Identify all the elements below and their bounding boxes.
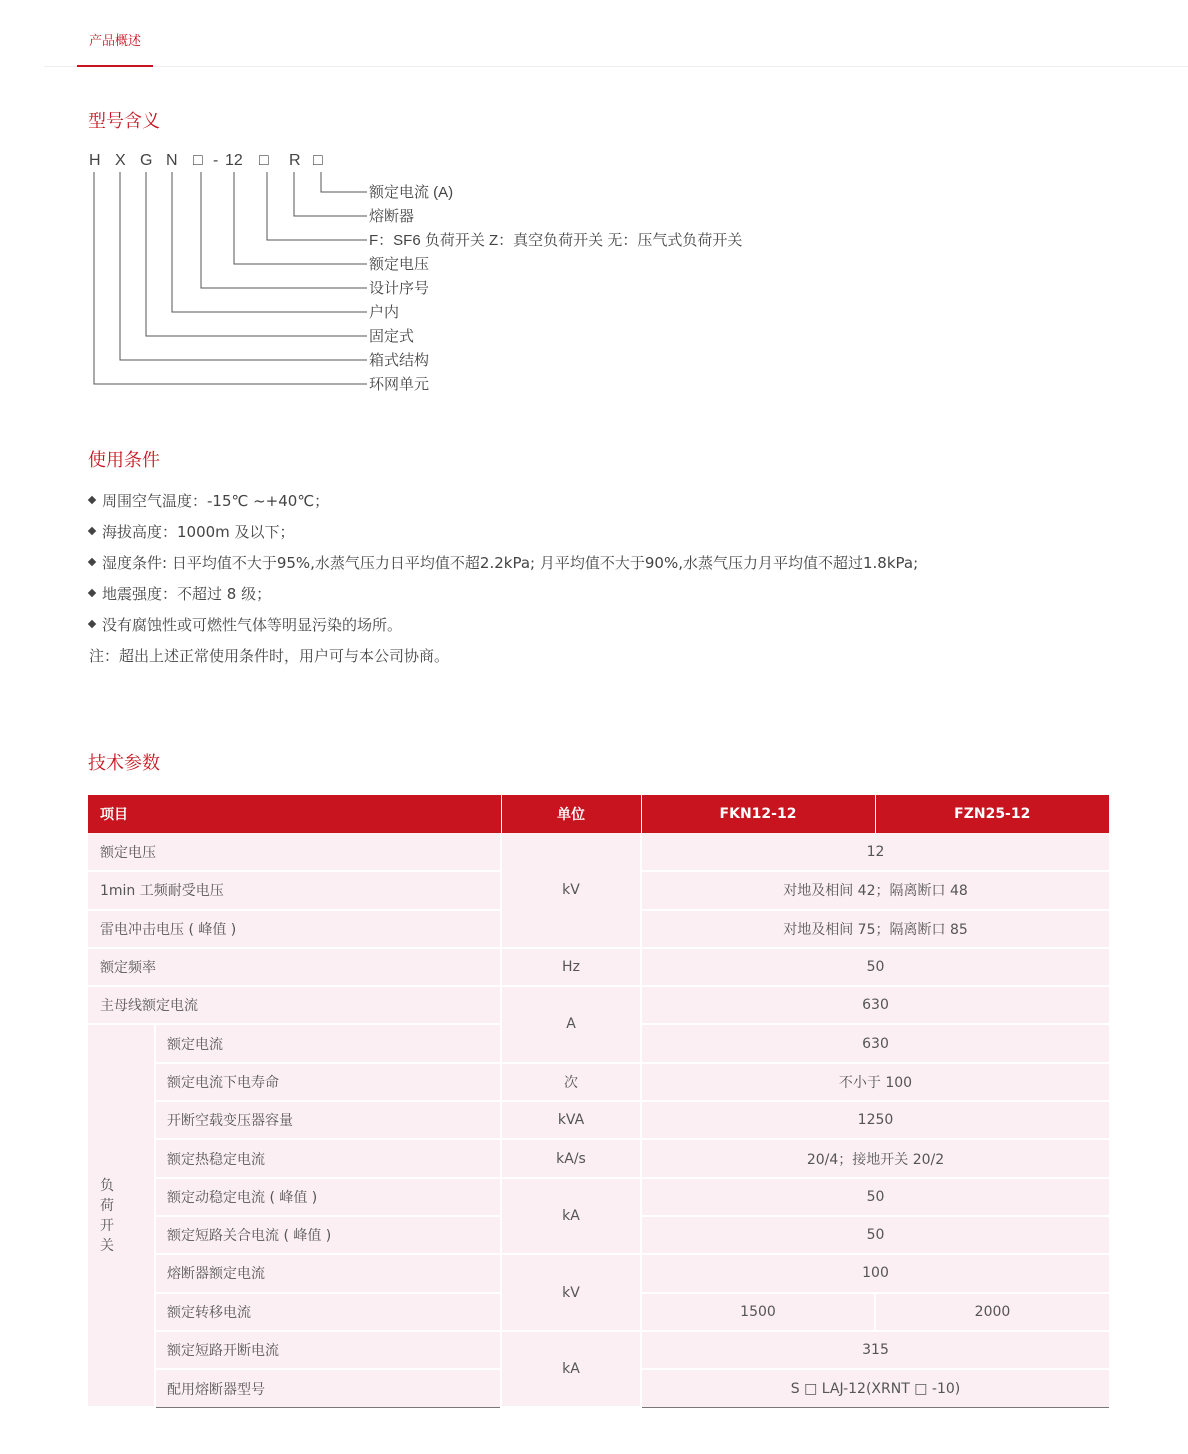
- tab-product-overview[interactable]: 产品概述: [77, 0, 153, 67]
- leader-line-1: [321, 172, 367, 192]
- model-char-g: G: [140, 152, 153, 169]
- leader-line-5: [201, 172, 367, 288]
- leader-line-2: [294, 172, 367, 216]
- section-title-conditions: 使用条件: [88, 450, 160, 471]
- model-char-box-2: □: [259, 152, 269, 169]
- cell-item: 1min 工频耐受电压: [88, 871, 501, 909]
- list-item: 湿度条件: 日平均值不大于95%,水蒸气压力日平均值不超2.2kPa; 月平均值不大于90%,水蒸气压力月平均值不超过1.8kPa;: [89, 548, 1089, 579]
- header-unit: 单位: [501, 795, 641, 833]
- model-char-h: H: [89, 152, 101, 169]
- bullet-diamond-icon: [88, 557, 96, 565]
- table-row: [88, 948, 1109, 986]
- model-meaning-2: 熔断器: [369, 208, 415, 225]
- model-char-n: N: [166, 152, 178, 169]
- cell-unit: kA: [501, 1331, 641, 1408]
- table-row: [88, 1101, 1109, 1139]
- model-meaning-9: 环网单元: [369, 376, 430, 393]
- table-row: [88, 986, 1109, 1024]
- section-title-params: 技术参数: [88, 753, 160, 774]
- table-row: [88, 1139, 1109, 1177]
- list-item: 周围空气温度：-15℃ ~+40℃；: [89, 486, 1089, 517]
- table-row: [88, 833, 1109, 871]
- table-row: [88, 1254, 1109, 1292]
- model-char-box-3: □: [313, 152, 323, 169]
- section-title-model: 型号含义: [88, 111, 160, 132]
- cell-unit: kVA: [501, 1101, 641, 1139]
- leader-line-3: [267, 172, 367, 240]
- leader-line-4: [234, 172, 367, 264]
- cell-value: 630: [641, 986, 1109, 1024]
- cell-item: 额定转移电流: [155, 1293, 501, 1331]
- cell-value: 100: [641, 1254, 1109, 1292]
- cell-value: S □ LAJ-12(XRNT □ -10): [641, 1369, 1109, 1407]
- conditions-note: 注：超出上述正常使用条件时，用户可与本公司协商。: [89, 647, 450, 665]
- conditions-list: [89, 486, 1089, 672]
- model-meaning-5: 设计序号: [369, 280, 430, 297]
- model-meaning-4: 额定电压: [369, 256, 430, 273]
- cell-item: 额定频率: [88, 948, 501, 986]
- model-meaning-1: 额定电流 (A): [369, 184, 454, 201]
- cell-value: 50: [641, 1178, 1109, 1216]
- cell-value: 12: [641, 833, 1109, 871]
- leader-line-9: [94, 172, 367, 384]
- header-fkn12: FKN12-12: [641, 795, 875, 833]
- cell-item: 额定电流下电寿命: [155, 1063, 501, 1101]
- model-meaning-7: 固定式: [369, 328, 415, 345]
- cell-value: 对地及相间 42；隔离断口 48: [641, 871, 1109, 909]
- group-label-text: 负 荷 开 关: [100, 1177, 114, 1254]
- bullet-diamond-icon: [88, 588, 96, 596]
- tab-bar: [44, 0, 1188, 67]
- table-row: [88, 1178, 1109, 1216]
- cell-item: 额定动稳定电流 ( 峰值 ): [155, 1178, 501, 1216]
- cell-value: 630: [641, 1024, 1109, 1062]
- group-label-load-switch: [88, 1024, 155, 1407]
- list-item: 海拔高度：1000m 及以下；: [89, 517, 1089, 548]
- header-item: 项目: [88, 795, 501, 833]
- bullet-diamond-icon: [88, 526, 96, 534]
- list-item: 地震强度：不超过 8 级；: [89, 579, 1089, 610]
- list-item: 没有腐蚀性或可燃性气体等明显污染的场所。: [89, 610, 1089, 641]
- leader-line-8: [120, 172, 367, 360]
- cell-value: 对地及相间 75；隔离断口 85: [641, 910, 1109, 948]
- model-char-x: X: [115, 152, 126, 169]
- cell-item: 额定短路关合电流 ( 峰值 ): [155, 1216, 501, 1254]
- cell-value: 315: [641, 1331, 1109, 1369]
- cell-unit: kV: [501, 833, 641, 948]
- model-char-r: R: [289, 152, 301, 169]
- leader-line-7: [146, 172, 367, 336]
- cell-value: 50: [641, 1216, 1109, 1254]
- model-char-12: 12: [225, 152, 243, 169]
- cell-unit: kA/s: [501, 1139, 641, 1177]
- model-meaning-3: F：SF6 负荷开关 Z：真空负荷开关 无：压气式负荷开关: [369, 232, 743, 249]
- table-header-row: [88, 795, 1109, 833]
- cell-item: 额定电流: [155, 1024, 501, 1062]
- model-meaning-8: 箱式结构: [369, 352, 430, 369]
- bullet-diamond-icon: [88, 495, 96, 503]
- cell-item: 额定热稳定电流: [155, 1139, 501, 1177]
- cell-value-fzn25: 2000: [875, 1293, 1109, 1331]
- model-code-diagram: [85, 148, 785, 398]
- table-row: [88, 1063, 1109, 1101]
- cell-value: 20/4；接地开关 20/2: [641, 1139, 1109, 1177]
- cell-value-fkn12: 1500: [641, 1293, 875, 1331]
- model-char-dash: -: [213, 152, 219, 169]
- bullet-diamond-icon: [88, 619, 96, 627]
- cell-item: 开断空载变压器容量: [155, 1101, 501, 1139]
- cell-unit: 次: [501, 1063, 641, 1101]
- cell-unit: A: [501, 986, 641, 1063]
- cell-unit: Hz: [501, 948, 641, 986]
- model-char-box-1: □: [193, 152, 203, 169]
- cell-value: 1250: [641, 1101, 1109, 1139]
- cell-item: 熔断器额定电流: [155, 1254, 501, 1292]
- cell-unit: kV: [501, 1254, 641, 1331]
- cell-item: 雷电冲击电压 ( 峰值 ): [88, 910, 501, 948]
- table-row: [88, 1331, 1109, 1369]
- header-fzn25: FZN25-12: [875, 795, 1109, 833]
- cell-value: 50: [641, 948, 1109, 986]
- cell-item: 额定短路开断电流: [155, 1331, 501, 1369]
- spec-table: [88, 795, 1109, 1408]
- model-meaning-6: 户内: [369, 304, 400, 321]
- cell-item: 主母线额定电流: [88, 986, 501, 1024]
- cell-value: 不小于 100: [641, 1063, 1109, 1101]
- cell-item: 配用熔断器型号: [155, 1369, 501, 1407]
- cell-unit: kA: [501, 1178, 641, 1255]
- cell-item: 额定电压: [88, 833, 501, 871]
